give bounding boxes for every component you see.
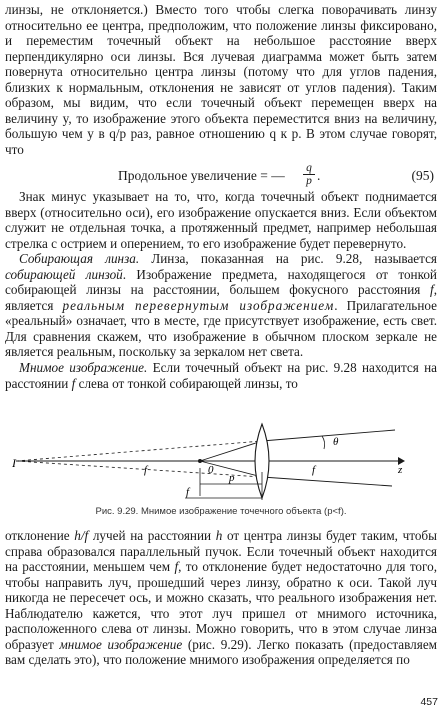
section-heading: Мнимое изображение.	[19, 360, 148, 376]
object-point	[198, 459, 202, 463]
term: мнимое изображение	[59, 636, 183, 652]
angle-arc	[322, 436, 325, 449]
refracted-ray-lower	[262, 477, 392, 486]
equation-text: Продольное увеличение = —	[118, 168, 285, 183]
label-p: p	[229, 472, 235, 484]
equation-95	[0, 164, 442, 186]
paragraph-converging-lens	[5, 251, 437, 360]
label-f-right: f	[312, 464, 316, 476]
text-run: Линза, показанная на рис. 9.28, называется	[139, 251, 437, 267]
term: собирающей линзой	[5, 266, 123, 282]
refracted-ray-upper	[262, 430, 395, 441]
text-block-bottom	[5, 528, 437, 668]
equation-number: (95)	[411, 168, 434, 183]
figure-caption: Рис. 9.29. Мнимое изображение точечного объекта (p<f).	[95, 506, 347, 517]
figure-9-29-diagram	[0, 422, 442, 502]
page-number: 457	[420, 696, 438, 708]
text-run: . Изображение предмета, находящегося от тонкой собирающей линзы на расстоянии, большем фокусного расстояния	[5, 266, 437, 298]
virtual-ray-upper	[16, 441, 262, 461]
paragraph: Знак минус указывает на то, что, когда точечный объект поднимается вверх (относительно оси), его изображение опускается вниз. Если объектом служит не отдельная точка, а протяженный предмет, например небольшая стрелка с острием и оперением, то его изображение будет перевернуто.	[5, 189, 437, 251]
text-run: Если точечный объект на рис. 9.28 находится на расстоянии	[5, 360, 437, 391]
paragraph-virtual-image	[5, 360, 437, 391]
fraction-denominator: p	[303, 174, 315, 187]
symbol: h/f	[74, 528, 89, 543]
virtual-ray-lower	[16, 461, 262, 477]
symbol: h	[215, 528, 223, 543]
text-run: отклонение	[5, 528, 75, 543]
real-ray-upper-in	[200, 441, 262, 461]
label-theta: θ	[333, 436, 339, 448]
text-block-middle	[5, 189, 437, 391]
symbol: f	[430, 282, 434, 298]
fraction-numerator: q	[306, 162, 312, 174]
text-run: (рис. 9.29). Легко показать (предоставляем вам сделать это), что положение мнимого изображения определяется по	[5, 636, 438, 668]
text-run: , то отклонение будет недостаточно для того, чтобы направить луч, прошедший через линзу, обратно к оси. Такой луч никогда не пересечет ось, и можно сказать, что реального изображения нет. Наблюдателю кажется, что этот луч пришел от мнимого источника, расположенного слева от линзы. Можно говорить, что в этом случае линза образует	[5, 559, 437, 652]
text-run: лучей на расстоянии	[88, 528, 216, 543]
text-run: , является	[5, 282, 437, 313]
label-I: I	[12, 456, 16, 470]
text-run: . Прилагательное «реальный» означает, что в месте, где присутствует изображение, есть свет. Для сравнения скажем, что изображение в обычном плоском зеркале не является реальным, поскольку за зеркалом нет света.	[5, 297, 437, 360]
text-run: слева от тонкой собирающей линзы, то	[75, 375, 298, 391]
symbol: f	[174, 559, 179, 575]
label-z: z	[398, 464, 403, 476]
paragraph	[5, 528, 437, 668]
label-f-bottom: f	[186, 486, 190, 498]
paragraph: линзы, не отклоняется.) Вместо того чтобы слегка поворачивать линзу относительно ее центра, предположим, что положение линзы фиксировано, и переместим точечный объект на небольшое расстояние вверх перпендикулярно оси линзы. Вся лучевая диаграмма может быть затем повернута относительно центра линзы (потому что для углов падения, близких к нормальным, отклонения не зависят от углов падения). Таким образом, мы видим, что если точечный объект перемещен вверх на величину y, то изображение этого объекта переместится вниз на величину, большую чем y в q/p раз, равное отношению q к p. В этом случае говорят, что	[5, 2, 437, 157]
emphasis-term: реальным перевернутым изображением	[62, 297, 335, 313]
label-O: 0	[208, 464, 214, 476]
symbol: f	[71, 375, 76, 391]
equation-fraction	[303, 162, 315, 187]
text-block-top	[5, 2, 437, 157]
section-heading: Собирающая линза.	[19, 251, 140, 267]
label-f-left: f	[144, 464, 148, 476]
equation-end: .	[317, 168, 321, 183]
text-run: от центра линзы будет таким, чтобы справа образовался параллельный пучок. Если точечный объект находится на расстоянии, меньшем чем	[5, 528, 437, 575]
